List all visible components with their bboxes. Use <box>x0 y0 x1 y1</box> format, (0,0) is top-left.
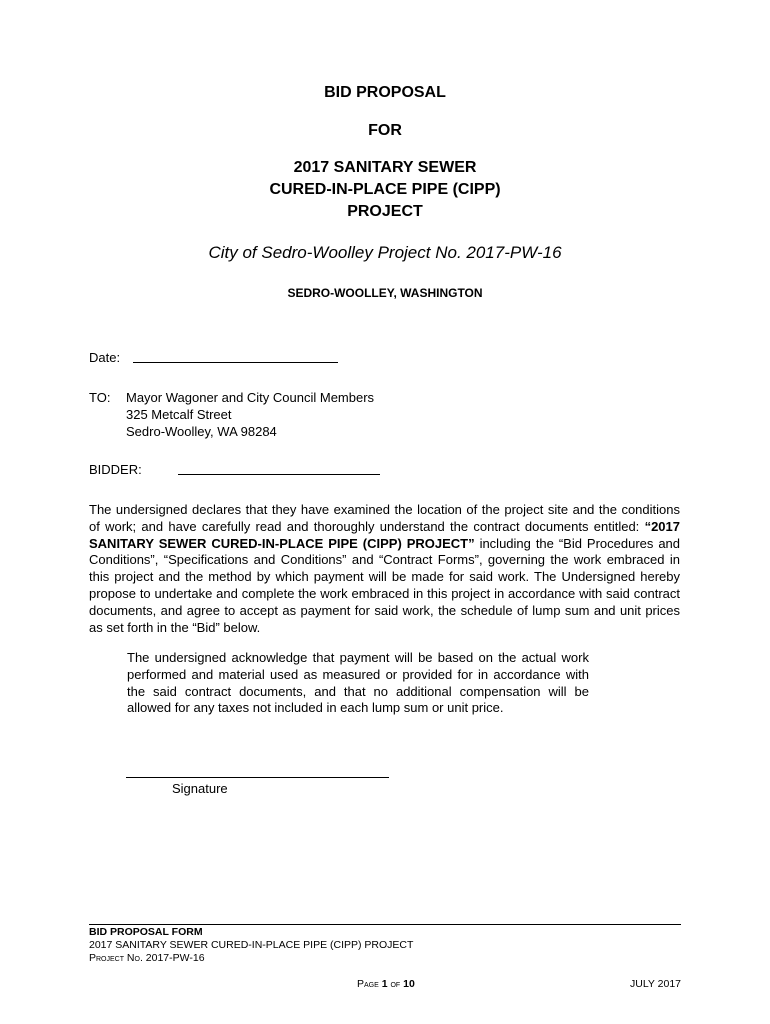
title-for: FOR <box>368 122 402 139</box>
page-word: Page <box>357 978 379 990</box>
of-word: of <box>390 978 401 990</box>
footer-project-number: Project No. 2017-PW-16 <box>89 952 205 964</box>
recipient-street: 325 Metcalf Street <box>126 407 232 422</box>
date-field[interactable] <box>133 350 338 363</box>
document-title: BID PROPOSAL <box>324 84 446 101</box>
project-location: SEDRO-WOOLLEY, WASHINGTON <box>287 286 483 300</box>
project-number: City of Sedro-Woolley Project No. 2017-PW-16 <box>208 243 562 262</box>
footer-divider <box>89 924 681 925</box>
footer-project-name: 2017 SANITARY SEWER CURED-IN-PLACE PIPE (CIPP) PROJECT <box>89 939 414 951</box>
date-label: Date: <box>89 350 121 365</box>
signature-line[interactable] <box>126 777 389 778</box>
project-title-line3: PROJECT <box>347 203 423 220</box>
recipient-name: Mayor Wagoner and City Council Members <box>126 390 375 405</box>
signature-label: Signature <box>172 781 228 796</box>
bidder-label: BIDDER: <box>89 462 142 477</box>
footer-form-name: BID PROPOSAL FORM <box>89 926 203 938</box>
declaration-paragraph <box>89 502 680 636</box>
recipient-city: Sedro-Woolley, WA 98284 <box>126 424 277 439</box>
project-title-line2: CURED-IN-PLACE PIPE (CIPP) <box>269 181 501 198</box>
footer-page-indicator <box>357 978 415 991</box>
page-number: 1 <box>381 978 388 990</box>
declaration-text-b: including the “Bid Procedures and Conditions”, “Specifications and Conditions” and “Contract Forms”, governing the work embraced in this project and the method by which payment will be made for said work. The Undersigned hereby propose to undertake and complete the work embraced in this project in accordance with said contract documents, and agree to accept as payment for said work, the schedule of lump sum and unit prices as set forth in the “Bid” below. <box>89 535 681 635</box>
bidder-field[interactable] <box>178 462 380 475</box>
acknowledgement-paragraph: The undersigned acknowledge that payment will be based on the actual work performed and material used as measured or provided for in accordance with the said contract documents, and that no additional compensation will be allowed for any taxes not included in each lump sum or unit price. <box>127 650 589 716</box>
footer-date: JULY 2017 <box>630 978 681 990</box>
page-total: 10 <box>403 978 415 990</box>
to-label: TO: <box>89 390 111 405</box>
project-title-line1: 2017 SANITARY SEWER <box>293 159 477 176</box>
declaration-project-title: “2017 SANITARY SEWER CURED-IN-PLACE PIPE (CIPP) PROJECT” <box>89 518 680 551</box>
declaration-text-a: The undersigned declares that they have examined the location of the project site and the conditions of work; and have carefully read and thoroughly understand the contract documents entitled: <box>89 502 680 534</box>
